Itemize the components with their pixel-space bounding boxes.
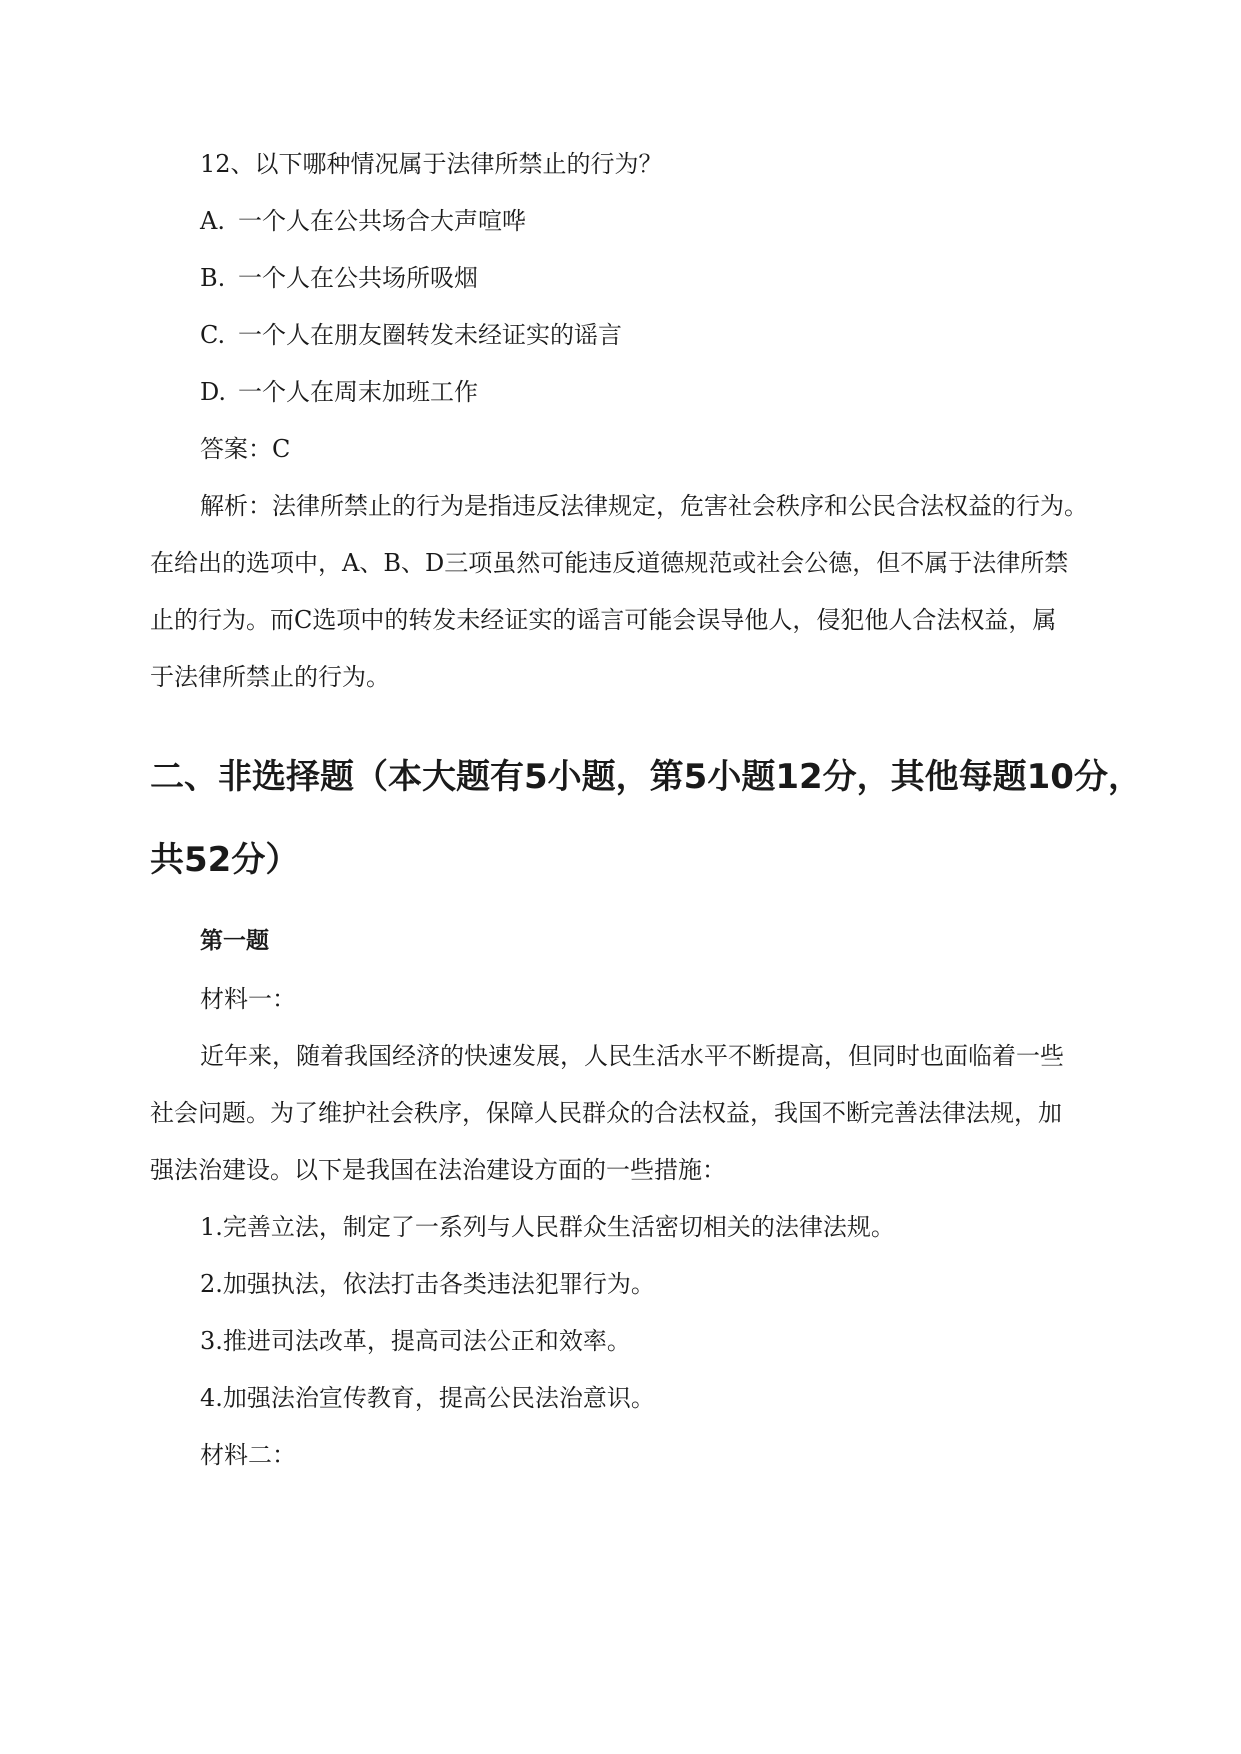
answer: 答案：C xyxy=(200,435,291,463)
question-stem: 12、以下哪种情况属于法律所禁止的行为？ xyxy=(200,150,663,178)
option-text: 一个人在公共场合大声喧哗 xyxy=(238,207,526,235)
option-text: 一个人在朋友圈转发未经证实的谣言 xyxy=(238,321,622,349)
analysis-line-1: 解析：法律所禁止的行为是指违反法律规定，危害社会秩序和公民合法权益的行为。 xyxy=(200,492,1088,520)
section-title-line-2: 共52分） xyxy=(150,840,300,880)
measure-item-1: 1.完善立法，制定了一系列与人民群众生活密切相关的法律法规。 xyxy=(200,1213,895,1241)
measure-item-3: 3.推进司法改革，提高司法公正和效率。 xyxy=(200,1327,631,1355)
measure-item-2: 2.加强执法，依法打击各类违法犯罪行为。 xyxy=(200,1270,655,1298)
option-c xyxy=(200,319,622,351)
material-1-label: 材料一： xyxy=(200,985,296,1013)
material-1-line-1: 近年来，随着我国经济的快速发展，人民生活水平不断提高，但同时也面临着一些 xyxy=(200,1042,1064,1070)
analysis-line-3: 止的行为。而C选项中的转发未经证实的谣言可能会误导他人，侵犯他人合法权益，属 xyxy=(150,606,1057,634)
option-text: 一个人在周末加班工作 xyxy=(238,378,478,406)
option-letter: B. xyxy=(200,264,226,292)
section-title-line-1: 二、非选择题（本大题有5小题，第5小题12分，其他每题10分， xyxy=(150,757,1142,797)
option-letter: D. xyxy=(200,378,227,406)
analysis-line-2: 在给出的选项中，A、B、D三项虽然可能违反道德规范或社会公德，但不属于法律所禁 xyxy=(150,549,1069,577)
option-letter: A. xyxy=(200,207,225,235)
measure-item-4: 4.加强法治宣传教育，提高公民法治意识。 xyxy=(200,1384,655,1412)
option-d xyxy=(200,376,478,408)
option-text: 一个人在公共场所吸烟 xyxy=(238,264,478,292)
subsection-title: 第一题 xyxy=(200,928,269,954)
analysis-line-4: 于法律所禁止的行为。 xyxy=(150,663,390,691)
material-1-line-3: 强法治建设。以下是我国在法治建设方面的一些措施： xyxy=(150,1156,726,1184)
option-letter: C. xyxy=(200,321,226,349)
option-a xyxy=(200,205,526,237)
material-1-line-2: 社会问题。为了维护社会秩序，保障人民群众的合法权益，我国不断完善法律法规，加 xyxy=(150,1099,1062,1127)
material-2-label: 材料二： xyxy=(200,1441,296,1469)
option-b xyxy=(200,262,478,294)
